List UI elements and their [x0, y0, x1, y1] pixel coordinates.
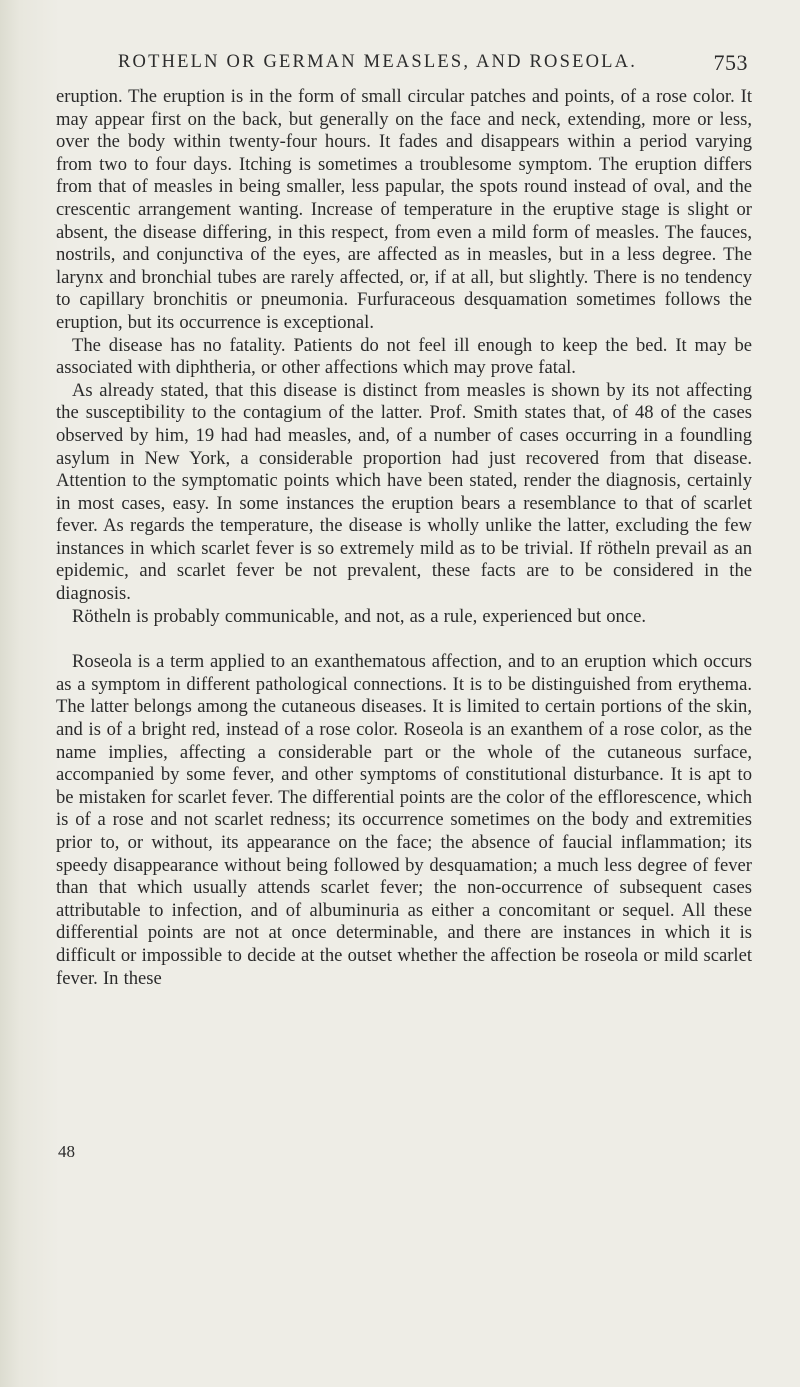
- body-text: [56, 86, 752, 990]
- paragraph-diagnosis: As already stated, that this disease is distinct from measles is shown by its not affecting the susceptibility to the contagium of the latter. Prof. Smith states that, of 48 of the cases observed by him, 19 had had measles, and, of a number of cases occurring in a foundling asylum in New York, a considerable proportion had just recovered from that disease. Attention to the symptomatic points which have been stated, render the diagnosis, certainly in most cases, easy. In some instances the eruption bears a resemblance to that of scarlet fever. As regards the temperature, the disease is wholly unlike the latter, excluding the few instances in which scarlet fever is so extremely mild as to be trivial. If rötheln prevail as an epidemic, and scarlet fever be not prevalent, these facts are to be considered in the diagnosis.: [56, 379, 752, 605]
- paragraph-eruption-continued: eruption. The eruption is in the form of small circular patches and points, of a rose color. It may appear first on the back, but generally on the face and neck, extending, more or less, over the body within twenty-four hours. It fades and disappears within a period varying from two to four days. Itching is sometimes a troublesome symptom. The eruption differs from that of measles in being smaller, less papular, the spots round instead of oval, and the crescentic arrangement wanting. Increase of temperature in the eruptive stage is slight or absent, the disease differing, in this respect, from even a mild form of measles. The fauces, nostrils, and conjunctiva of the eyes, are affected as in measles, but in a less degree. The larynx and bronchial tubes are rarely affected, or, if at all, but slightly. There is no tendency to capillary bronchitis or pneumonia. Furfuraceous desquamation sometimes follows the eruption, but its occurrence is exceptional.: [56, 86, 752, 333]
- running-title: ROTHELN OR GERMAN MEASLES, AND ROSEOLA.: [118, 52, 638, 72]
- paragraph-fatality: The disease has no fatality. Patients do not feel ill enough to keep the bed. It may be associated with diphtheria, or other affections which may prove fatal.: [56, 334, 752, 379]
- signature-mark: 48: [58, 1142, 75, 1161]
- running-head: [118, 52, 748, 82]
- paragraph-communicable: Rötheln is probably communicable, and not, as a rule, experienced but once.: [72, 605, 646, 627]
- paragraph-roseola: Roseola is a term applied to an exanthematous affection, and to an eruption which occurs as a symptom in different pathological connections. It is to be distinguished from erythema. The latter belongs among the cutaneous diseases. It is limited to certain portions of the skin, and is of a bright red, instead of a rose color. Roseola is an exanthem of a rose color, as the name implies, affecting a considerable part or the whole of the cutaneous surface, accompanied by some fever, and other symptoms of constitutional disturbance. It is apt to be mistaken for scarlet fever. The differential points are the color of the efflorescence, which is of a rose and not scarlet redness; its occurrence sometimes on the body and extremities prior to, or without, its appearance on the face; the absence of faucial inflammation; its speedy disappearance without being followed by desquamation; a much less degree of fever than that which usually attends scarlet fever; the non-occurrence of subsequent cases attributable to infection, and of albuminuria as either a concomitant or sequel. All these differential points are not at once determinable, and there are instances in which it is difficult or impossible to decide at the outset whether the affection be roseola or mild scarlet fever. In these: [56, 651, 752, 989]
- page-number: 753: [713, 50, 748, 75]
